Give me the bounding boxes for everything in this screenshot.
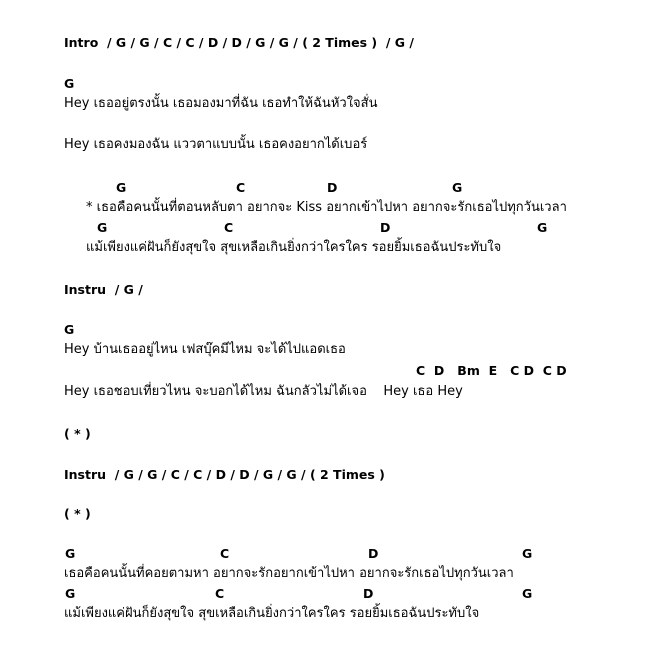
chord: G: [452, 180, 463, 195]
verse1-lyric-2: Hey เธอคงมองฉัน แววตาแบบนั้น เธอคงอยากได้เบอร์: [64, 137, 368, 152]
verse2-chord: G: [64, 322, 75, 337]
chord: D: [363, 586, 374, 601]
chord: G: [97, 220, 108, 235]
chord: G: [65, 546, 76, 561]
verse1-chord: G: [64, 76, 75, 91]
chord: G: [522, 546, 533, 561]
chorus-lyric-1: * เธอคือคนนั้นที่ตอนหลับตา อยากจะ Kiss อยากเข้าไปหา อยากจะรักเธอไปทุกวันเวลา: [86, 200, 567, 215]
verse1-lyric-1: Hey เธออยู่ตรงนั้น เธอมองมาที่ฉัน เธอทำให้ฉันหัวใจสั่น: [64, 96, 378, 111]
chord: G: [537, 220, 548, 235]
chord: C: [220, 546, 230, 561]
intro-line: Intro / G / G / C / C / D / D / G / G / ( 2 Times ) / G /: [64, 35, 414, 50]
instru-line-2: Instru / G / G / C / C / D / D / G / G / ( 2 Times ): [64, 467, 385, 482]
repeat-marker-1: ( * ): [64, 426, 91, 441]
chord: G: [116, 180, 127, 195]
chord: D: [368, 546, 379, 561]
chord: D: [380, 220, 391, 235]
verse2-lyric-1: Hey บ้านเธออยู่ไหน เฟสบุ๊คมีไหม จะได้ไปแอดเธอ: [64, 342, 346, 357]
outro-lyric-1: เธอคือคนนั้นที่คอยตามหา อยากจะรักอยากเข้าไปหา อยากจะรักเธอไปทุกวันเวลา: [64, 566, 514, 581]
chord: C: [224, 220, 234, 235]
chord: D: [327, 180, 338, 195]
chord: G: [65, 586, 76, 601]
chorus-lyric-2: แม้เพียงแค่ฝันก็ยังสุขใจ สุขเหลือเกินยิ่งกว่าใครใคร รอยยิ้มเธอฉันประทับใจ: [86, 240, 502, 255]
verse2-chord-row-2: C D Bm E C D C D: [416, 363, 567, 378]
outro-lyric-2: แม้เพียงแค่ฝันก็ยังสุขใจ สุขเหลือเกินยิ่งกว่าใครใคร รอยยิ้มเธอฉันประทับใจ: [64, 606, 480, 621]
chord: G: [522, 586, 533, 601]
repeat-marker-2: ( * ): [64, 506, 91, 521]
verse2-lyric-2: Hey เธอชอบเที่ยวไหน จะบอกได้ไหม ฉันกลัวไม่ได้เจอ Hey เธอ Hey: [64, 384, 463, 399]
chord: C: [236, 180, 246, 195]
chord: C: [215, 586, 225, 601]
instru-line-1: Instru / G /: [64, 282, 143, 297]
